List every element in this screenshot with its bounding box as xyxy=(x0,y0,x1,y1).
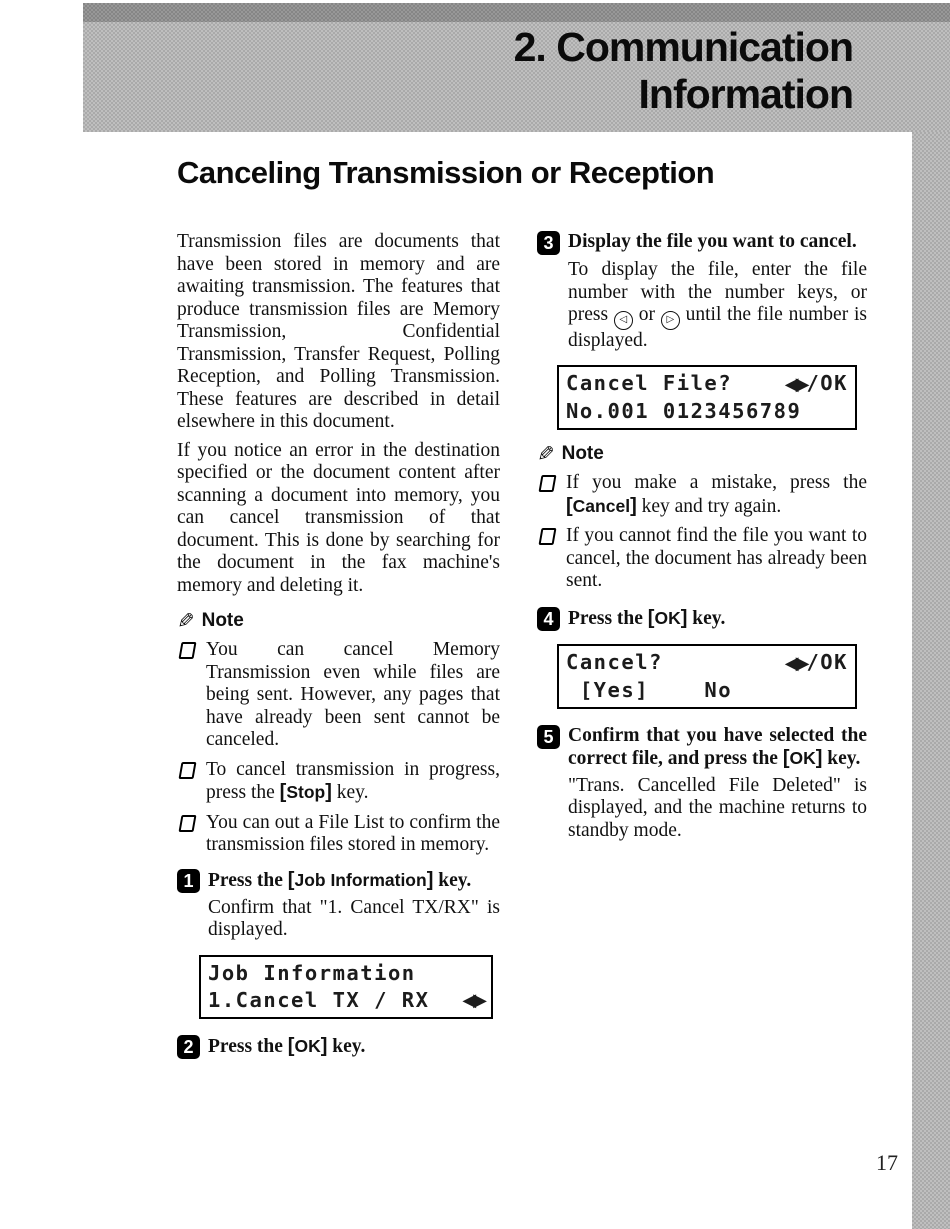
step-number-badge: 3 xyxy=(537,231,560,255)
stop-keycap: [ Stop ] xyxy=(280,782,332,802)
cancel-keycap: [ Cancel ] xyxy=(566,496,637,516)
ok-keycap: [ OK ] xyxy=(288,1036,328,1056)
note-label: Note xyxy=(201,610,244,631)
note-bullet-icon xyxy=(179,762,197,779)
note-label: Note xyxy=(561,443,604,464)
lcd-display-cancel-file xyxy=(557,365,857,430)
page-number: 17 xyxy=(876,1150,898,1175)
lcd-text: [Yes] No xyxy=(566,677,733,702)
note-text: To cancel transmission in progress, press the [ Stop ] key. xyxy=(206,759,500,805)
left-right-diamond-icon: ◀▶ xyxy=(784,652,807,674)
step-instruction: Display the file you want to cancel. xyxy=(568,231,857,252)
step-5-detail: "Trans. Cancelled File Deleted" is displayed, and the machine returns to standby mode. xyxy=(568,774,867,841)
chapter-title xyxy=(514,24,853,118)
lcd-text: Job Information xyxy=(208,960,416,985)
right-column xyxy=(537,231,867,848)
note-item xyxy=(177,639,500,752)
banner-top-strip xyxy=(83,3,950,22)
lcd-text: Cancel? xyxy=(566,649,663,674)
step-3-detail: To display the file, enter the file number with the number keys, or press ◁ or ▷ until the file number is displayed. xyxy=(568,259,868,351)
note-bullet-icon xyxy=(539,475,557,492)
lcd-text: /OK xyxy=(806,371,848,395)
chapter-banner xyxy=(83,22,950,132)
step-number-badge: 1 xyxy=(177,869,200,893)
chapter-title-line2: Information xyxy=(638,71,853,117)
note-heading xyxy=(537,443,867,465)
ok-keycap: [ OK ] xyxy=(648,608,688,628)
page-edge-strip xyxy=(912,132,950,1229)
step-1-detail: Confirm that "1. Cancel TX/RX" is displayed. xyxy=(208,896,500,940)
note-text: You can cancel Memory Transmission even while files are being sent. However, any pages that have already been sent cannot be canceled. xyxy=(206,639,500,750)
step-instruction: Press the [ Job Information ] key. xyxy=(208,869,471,893)
scroll-left-key-icon: ◁ xyxy=(614,311,633,330)
scroll-right-key-icon: ▷ xyxy=(661,311,680,330)
pencil-icon: ✎ xyxy=(177,608,195,633)
note-item xyxy=(177,812,500,857)
step-instruction: Confirm that you have selected the correct file, and press the [ OK ] key. xyxy=(568,725,867,771)
pencil-icon: ✎ xyxy=(537,441,555,466)
note-item xyxy=(177,759,500,805)
note-item xyxy=(537,472,867,518)
step-3 xyxy=(537,231,867,255)
left-column xyxy=(177,231,500,1063)
page-title: Canceling Transmission or Reception xyxy=(177,155,715,190)
step-4 xyxy=(537,607,867,631)
intro-paragraph-2: If you notice an error in the destination specified or the document content after scanning a document into memory, you can cancel transmission of that document. This is done by searching for the document in the fax machine's memory and deleting it. xyxy=(177,439,500,596)
chapter-title-line1: 2. Communication xyxy=(513,24,853,70)
step-instruction: Press the [ OK ] key. xyxy=(208,1035,365,1059)
note-text: If you make a mistake, press the [ Cancel ] key and try again. xyxy=(566,472,867,518)
step-1 xyxy=(177,869,500,893)
lcd-display-cancel-confirm xyxy=(557,644,857,709)
lcd-text: No.001 0123456789 xyxy=(566,399,802,423)
note-bullet-icon xyxy=(179,642,197,659)
note-bullet-icon xyxy=(539,528,557,545)
intro-paragraph-1: Transmission files are documents that have been stored in memory and are awaiting transmission. The features that produce transmission files are Memory Transmission, Confidential Transmission, Transfer Request, Polling Reception, and Polling Transmission. These features are described in detail elsewhere in this document. xyxy=(177,231,500,432)
step-5 xyxy=(537,725,867,771)
job-information-keycap: [ Job Information ] xyxy=(288,870,434,890)
note-text: You can out a File List to confirm the transmission files stored in memory. xyxy=(206,811,500,855)
note-heading xyxy=(177,610,500,632)
left-right-diamond-icon: ◀▶ xyxy=(462,989,484,1011)
note-item xyxy=(537,525,867,593)
lcd-text: Cancel File? xyxy=(566,371,733,395)
step-number-badge: 5 xyxy=(537,725,560,749)
lcd-display-job-information xyxy=(199,955,493,1019)
note-text: If you cannot find the file you want to cancel, the document has already been sent. xyxy=(566,525,867,591)
note-bullet-icon xyxy=(179,815,197,832)
ok-keycap: [ OK ] xyxy=(783,748,823,768)
lcd-text: 1.Cancel TX / RX xyxy=(208,987,430,1012)
step-number-badge: 4 xyxy=(537,607,560,631)
lcd-text: /OK xyxy=(806,649,848,674)
left-right-diamond-icon: ◀▶ xyxy=(784,374,807,395)
step-2 xyxy=(177,1035,500,1059)
step-number-badge: 2 xyxy=(177,1035,200,1059)
step-instruction: Press the [ OK ] key. xyxy=(568,607,725,631)
